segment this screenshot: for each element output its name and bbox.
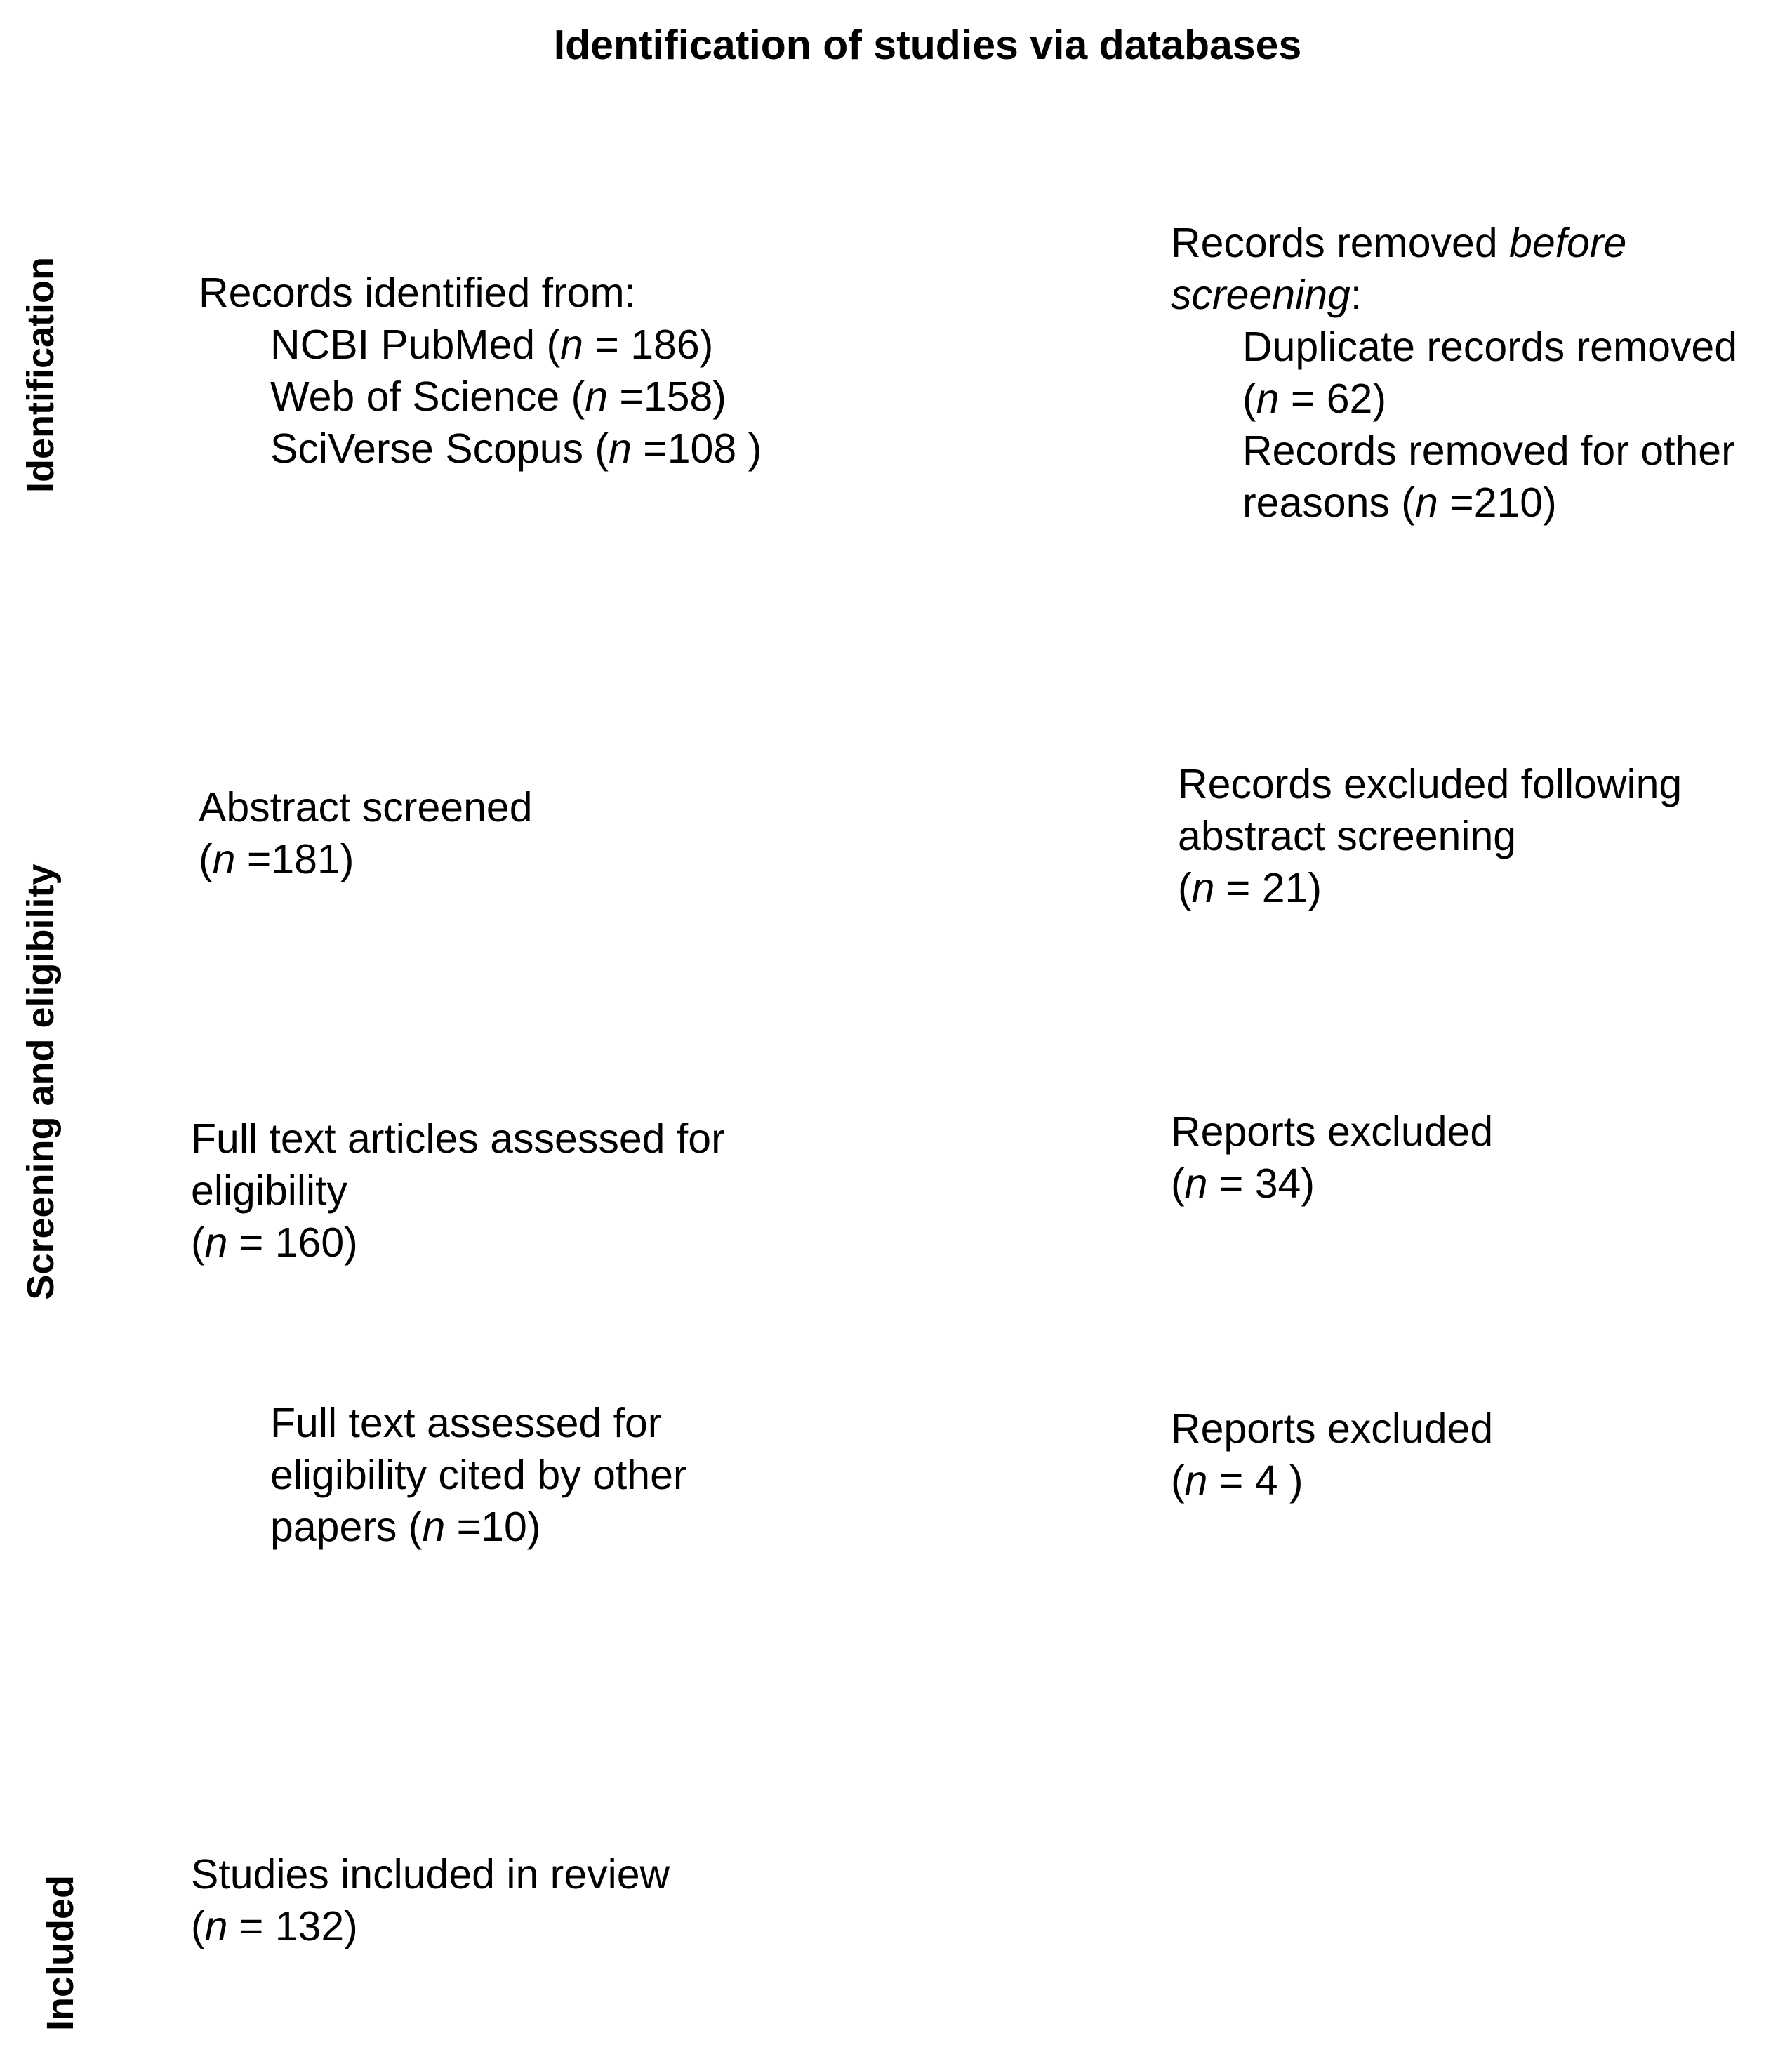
records-identified-heading: Records identified from:	[199, 270, 637, 316]
records-removed-line1: Records removed before	[1171, 220, 1627, 266]
cited-papers-count: papers (n =10)	[270, 1504, 541, 1550]
studies-included-label: Studies included in review	[191, 1851, 670, 1898]
reports-excluded-1-count: (n = 34)	[1171, 1160, 1315, 1207]
records-removed-box	[1171, 217, 1737, 529]
section-label-screening: Screening and eligibility	[20, 863, 62, 1300]
abstract-excluded-box	[1178, 758, 1682, 914]
abstract-screened-count: (n =181)	[199, 836, 354, 882]
scopus-count: SciVerse Scopus (n =108 )	[270, 425, 762, 472]
other-removed-count: reasons (n =210)	[1242, 479, 1557, 526]
reports-excluded-2-label: Reports excluded	[1171, 1405, 1494, 1452]
wos-count: Web of Science (n =158)	[270, 373, 726, 420]
abstract-excluded-count: (n = 21)	[1178, 865, 1322, 911]
reports-excluded-2-count: (n = 4 )	[1171, 1457, 1303, 1504]
cited-papers-box	[270, 1397, 687, 1553]
abstract-excluded-line1: Records excluded following	[1178, 761, 1683, 807]
section-label-included: Included	[39, 1875, 81, 2032]
duplicates-removed-label: Duplicate records removed	[1242, 324, 1738, 370]
section-label-identification: Identification	[20, 257, 62, 493]
abstract-excluded-line2: abstract screening	[1178, 813, 1517, 859]
abstract-screened-box	[199, 781, 533, 885]
reports-excluded-1-label: Reports excluded	[1171, 1108, 1494, 1155]
diagram-title: Identification of studies via databases	[553, 22, 1302, 68]
duplicates-removed-count: (n = 62)	[1242, 376, 1386, 422]
pubmed-count: NCBI PubMed (n = 186)	[270, 322, 714, 368]
other-removed-label: Records removed for other	[1242, 428, 1735, 474]
full-text-assessed-line2: eligibility	[191, 1167, 347, 1214]
cited-papers-line1: Full text assessed for	[270, 1400, 662, 1446]
reports-excluded-box-1	[1171, 1106, 1493, 1210]
reports-excluded-box-2	[1171, 1403, 1493, 1507]
studies-included-count: (n = 132)	[191, 1903, 358, 1949]
full-text-assessed-count: (n = 160)	[191, 1219, 358, 1266]
abstract-screened-label: Abstract screened	[199, 784, 533, 830]
full-text-assessed-line1: Full text articles assessed for	[191, 1115, 725, 1162]
studies-included-box	[191, 1848, 670, 1952]
records-removed-line2: screening:	[1171, 272, 1362, 318]
full-text-assessed-box	[191, 1113, 725, 1269]
records-identified-box	[199, 267, 762, 475]
cited-papers-line2: eligibility cited by other	[270, 1452, 687, 1498]
